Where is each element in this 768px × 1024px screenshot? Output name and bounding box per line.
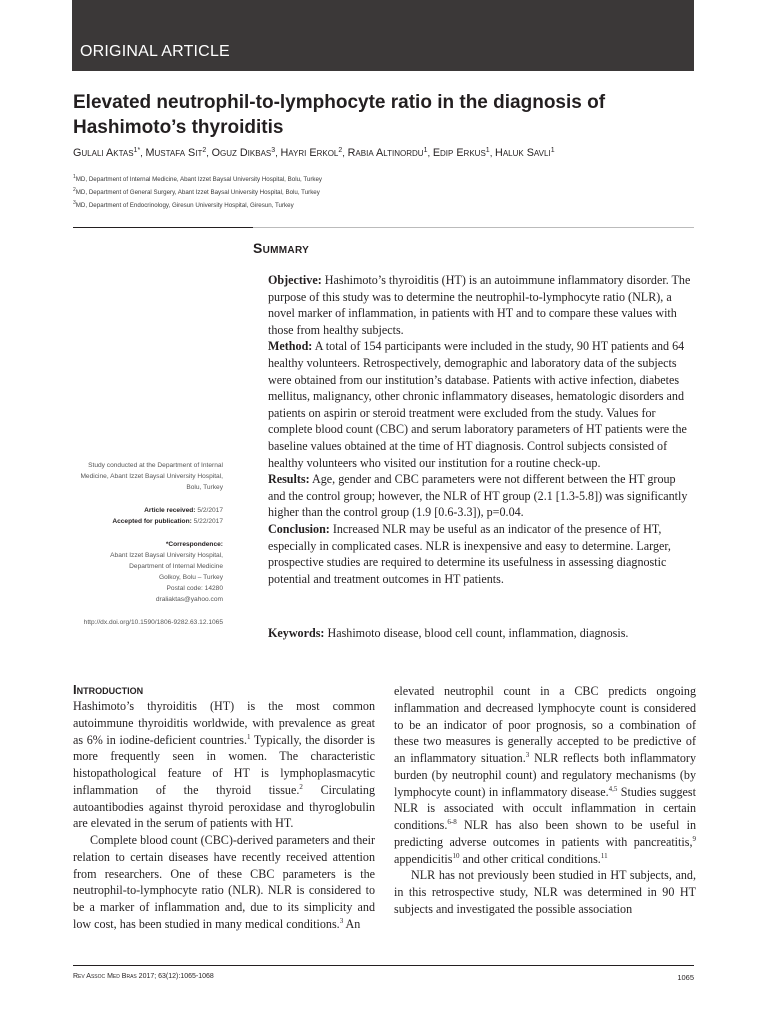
article-title: Elevated neutrophil-to-lymphocyte ratio in the diagnosis of Hashimoto’s thyroiditis [73, 92, 606, 138]
citation-ref: 3 [525, 750, 530, 759]
abstract-method [268, 338, 693, 471]
intro-text: NLR reflects both inflammatory burden (by neutrophil count) and regulatory mechanisms (by lymphocyte count) in inflammatory disease. [394, 751, 696, 799]
author-list: Gulali Aktas$^{1*}$, Mustafa Sit$^2$, Oguz Dikbas$^3$, Hayri Erkol$^2$, Rabia Altinordu$^1$, Edip Erkus$^1$, Haluk Savli$^1$ [73, 146, 555, 159]
author-name: Rabia Altinordu [347, 147, 424, 159]
results-text: Age, gender and CBC parameters were not different between the HT group and the control group; however, the NLR of HT group (2.1 [1.3-5.8]) was significantly higher than the control group (1.9 [0.6-3.3]), p=0.04. [268, 472, 688, 520]
affiliation-mark: 3 [73, 200, 76, 207]
intro-paragraph: NLR has not previously been studied in HT subjects, and, in this retrospective study, NLR was determined in 90 HT subjects and investigated the possible association [394, 868, 696, 916]
article-info-sidebar [73, 460, 223, 640]
correspondence-label: *Correspondence: [165, 541, 223, 548]
body-column-left [73, 682, 375, 933]
author-name: Mustafa Sit [145, 147, 203, 159]
introduction-heading: Introduction [73, 682, 144, 697]
abstract-results [268, 471, 693, 521]
citation-ref: 3 [339, 916, 344, 925]
intro-paragraph [394, 683, 696, 867]
author-name: Gulali Aktas [73, 147, 134, 159]
intro-paragraph [73, 698, 375, 832]
affiliation-list [73, 172, 693, 211]
study-note: Study conducted at the Department of Internal Medicine, Abant Izzet Baysal University Hospital, Bolu, Turkey [80, 462, 223, 491]
correspondence-email: draliaktas@yahoo.com [155, 596, 223, 603]
intro-text: NLR has also been shown to be useful in predicting adverse outcomes in patients with pancreatitis, [394, 818, 696, 849]
correspondence-line: Department of Internal Medicine [129, 563, 223, 570]
results-label: Results: [268, 472, 310, 487]
author-name: Hayri Erkol [280, 147, 339, 159]
author-affiliation-mark: 2 [202, 146, 207, 154]
intro-text: appendicitis [394, 851, 453, 866]
abstract [268, 272, 693, 587]
citation-ref: 4,5 [608, 784, 618, 793]
received-line [73, 505, 223, 516]
citation-ref: 6-8 [447, 817, 457, 826]
keywords-label: Keywords: [268, 626, 325, 640]
intro-text: elevated neutrophil count in a CBC predicts ongoing inflammation and decreased lymphocyte count is considered to be an indicator of poor prognosis, so a combination of these two measures is generally accepted to be predictive of an inflammatory situation. [394, 684, 696, 765]
keywords-text: Hashimoto disease, blood cell count, inflammation, diagnosis. [327, 626, 629, 640]
correspondence [73, 539, 223, 605]
affiliation [73, 172, 693, 185]
conclusion-label: Conclusion: [268, 521, 330, 536]
author-affiliation-mark: 2 [338, 146, 343, 154]
conclusion-text: Increased NLR may be useful as an indicator of the presence of HT, especially in complicated cases. NLR is inexpensive and easy to determine. Larger, prospective studies are required to determine its usefulness in assessing diagnostic potential and treatment outcomes in HT patients. [268, 521, 671, 586]
citation-text: Rev Assoc Med Bras 2017; 63(12):1065-1068 [73, 973, 214, 980]
summary-heading: Summary [253, 240, 310, 256]
article-dates [73, 505, 223, 527]
objective-text: Hashimoto’s thyroiditis (HT) is an autoimmune inflammatory disorder. The purpose of this study was to determine the neutrophil-to-lymphocyte ratio (NLR), a novel marker of inflammation, in patients with HT and to compare these values with those from healthy subjects. [268, 273, 691, 337]
accepted-line [73, 516, 223, 527]
affiliation-text: MD, Department of Endocrinology, Giresun University Hospital, Giresun, Turkey [75, 202, 294, 210]
author-affiliation-mark: 1 [423, 146, 428, 154]
author-affiliation-mark: 1 [485, 146, 490, 154]
affiliation-mark: 2 [73, 187, 76, 194]
intro-text: Circulating autoantibodies against thyroid peroxidase and thyroglobulin are elevated in the serum of patients with HT. [73, 782, 375, 831]
objective-label: Objective: [268, 273, 322, 287]
method-label: Method: [268, 339, 313, 354]
accepted-label: Accepted for publication: [112, 518, 192, 525]
abstract-objective [268, 272, 693, 338]
body-column-right [394, 683, 696, 918]
intro-text: Studies suggest NLR is associated with occult inflammation in certain conditions. [394, 784, 696, 832]
intro-text: Typically, the disorder is more frequently seen in women. The characteristic histopathological feature of HT is lymphoplasmacytic inflammation of the thyroid tissue. [73, 732, 375, 797]
intro-text: and other critical conditions. [459, 851, 601, 866]
doi-link[interactable]: http://dx.doi.org/10.1590/1806-9282.63.12.1065 [83, 619, 223, 626]
citation-ref: 1 [247, 732, 251, 741]
author-name: Edip Erkus [432, 147, 486, 159]
correspondence-line: Abant Izzet Baysal University Hospital, [110, 552, 223, 559]
method-text: A total of 154 participants were included in the study, 90 HT patients and 64 healthy volunteers. Retrospectively, demographic and laboratory data of the subjects were obtained from our institution’s database. Patients with active infection, diabetes mellitus, malignancy, other chronic inflammatory diseases, hematologic disorders and patients on aspirin or steroid treatment were excluded from the study. Values for complete blood count (CBC) and serum laboratory parameters of HT patients were the baseline values obtained at the time of HT diagnosis. Control subjects consisted of healthy volunteers who visited our institution for a routine check-up. [268, 339, 687, 470]
received-label: Article received: [144, 507, 196, 514]
correspondence-line: Postal code: 14280 [166, 585, 223, 592]
page-number: 1065 [677, 973, 694, 982]
journal-citation [73, 973, 214, 980]
keywords [268, 625, 693, 641]
citation-ref: 9 [692, 834, 696, 843]
author-name: Haluk Savli [495, 147, 551, 159]
correspondence-line: Golkoy, Bolu – Turkey [158, 574, 223, 581]
affiliation [73, 198, 693, 211]
author-affiliation-mark: 1 [550, 146, 555, 154]
affiliation-text: MD, Department of General Surgery, Abant Izzet Baysal University Hospital, Bolu, Turkey [75, 189, 320, 197]
affiliation-text: MD, Department of Internal Medicine, Abant Izzet Baysal University Hospital, Bolu, Turkey [75, 176, 323, 184]
accepted-date: 5/22/2017 [193, 518, 223, 525]
author-name: Oguz Dikbas [211, 147, 272, 159]
footer-divider [73, 965, 694, 966]
received-date: 5/2/2017 [197, 507, 223, 514]
citation-ref: 10 [452, 851, 460, 860]
intro-paragraph [73, 832, 375, 933]
author-affiliation-mark: 3 [271, 146, 276, 154]
affiliation-mark: 1 [73, 174, 76, 180]
abstract-conclusion [268, 521, 693, 587]
author-affiliation-mark: 1* [133, 146, 141, 154]
section-label: ORIGINAL ARTICLE [80, 43, 230, 60]
affiliation [73, 185, 693, 198]
divider [73, 227, 253, 228]
section-band [72, 0, 694, 71]
intro-text: Hashimoto’s thyroiditis (HT) is the most common autoimmune thyroiditis worldwide, with prevalence as great as 6% in iodine-deficient countries. [73, 699, 375, 747]
intro-text: An [343, 916, 361, 931]
intro-text: Complete blood count (CBC)-derived parameters and their relation to certain diseases have recently received attention from researchers. One of these CBC parameters is the neutrophil-to-lymphocyte ratio (NLR). NLR is considered to be a marker of inflammation and, due to its simplicity and low cost, has been studied in many medical conditions. [73, 833, 375, 931]
citation-ref: 2 [299, 782, 303, 791]
divider [253, 227, 694, 228]
citation-ref: 11 [600, 851, 608, 860]
